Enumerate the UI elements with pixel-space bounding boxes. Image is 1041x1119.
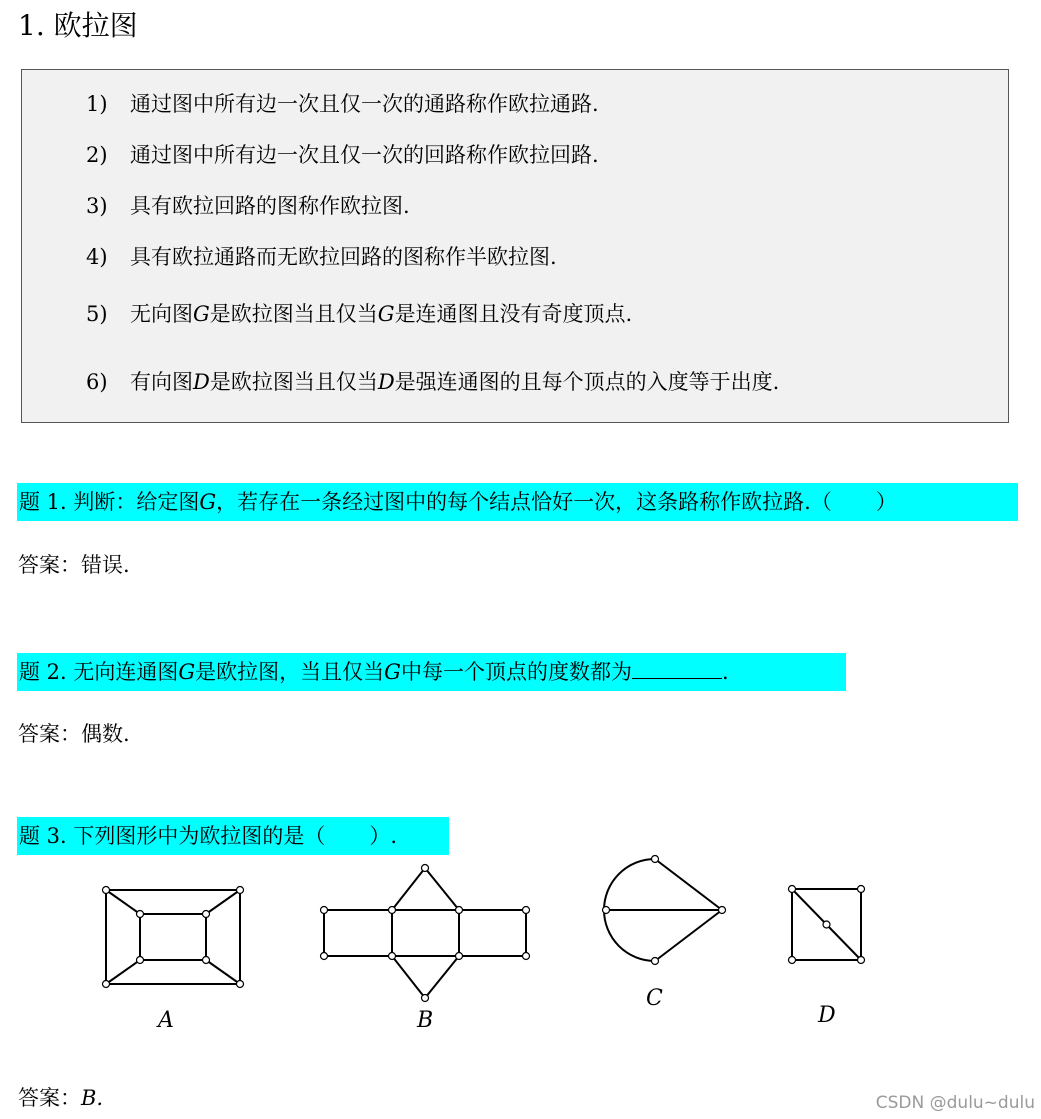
definition-number: 6): [86, 370, 108, 394]
graph-edge: [140, 914, 206, 960]
graph-vertex: [858, 886, 865, 893]
graph-edge: [206, 960, 240, 984]
figure-label-c: C: [646, 986, 663, 1011]
graph-vertex: [652, 958, 659, 965]
definition-number: 2): [86, 143, 108, 167]
definition-text: 通过图中所有边一次且仅一次的通路称作欧拉通路.: [130, 92, 599, 116]
graph-figure-a: [96, 880, 252, 996]
math-variable: D: [377, 370, 395, 394]
math-variable: G: [384, 660, 401, 684]
graph-vertex: [103, 981, 110, 988]
graph-vertex: [652, 856, 659, 863]
graph-vertex: [523, 953, 530, 960]
answer-3: [18, 1083, 103, 1113]
definition-text: 无向图: [130, 302, 193, 326]
definition-item: [86, 243, 557, 271]
math-variable: G: [178, 660, 196, 684]
definition-text: 有向图: [130, 370, 193, 394]
graph-vertex: [137, 911, 144, 918]
definition-text: 是强连通图的且每个顶点的入度等于出度.: [394, 370, 780, 394]
graph-vertex: [719, 907, 726, 914]
graph-vertex: [603, 907, 610, 914]
graph-figure-c: [596, 850, 732, 970]
graph-vertex: [422, 865, 429, 872]
definition-number: 5): [86, 302, 108, 326]
graph-vertex: [389, 907, 396, 914]
question-text: ）.: [369, 824, 398, 848]
definition-number: 4): [86, 245, 108, 269]
graph-edge: [106, 890, 140, 914]
graph-edge: [392, 956, 425, 998]
graph-vertex: [858, 957, 865, 964]
question-1: [17, 483, 1018, 521]
definition-item: [86, 368, 779, 396]
question-text: 题 3. 下列图形中为欧拉图的是（: [19, 824, 326, 848]
question-3: [17, 817, 449, 855]
question-text: ，若存在一条经过图中的每个结点恰好一次，这条路称作欧拉路.（: [216, 490, 832, 514]
definition-text: 是欧拉图当且仅当: [209, 370, 378, 394]
graph-vertex: [203, 911, 210, 918]
graph-edge: [206, 890, 240, 914]
graph-edge: [392, 868, 425, 910]
graph-vertex: [823, 921, 830, 928]
graph-edge: [425, 868, 459, 910]
definition-text: 是连通图且没有奇度顶点.: [394, 302, 633, 326]
graph-vertex: [321, 907, 328, 914]
definition-item: [86, 300, 632, 328]
graph-vertex: [137, 957, 144, 964]
definition-text: 通过图中所有边一次且仅一次的回路称作欧拉回路.: [130, 143, 599, 167]
graph-vertex: [456, 953, 463, 960]
graph-vertex: [456, 907, 463, 914]
question-text: 题 2. 无向连通图: [19, 660, 179, 684]
definition-item: [86, 141, 599, 169]
graph-vertex: [237, 887, 244, 894]
graph-vertex: [237, 981, 244, 988]
math-variable: G: [377, 302, 395, 326]
graph-edge: [106, 960, 140, 984]
graph-vertex: [789, 957, 796, 964]
graph-vertex: [203, 957, 210, 964]
graph-vertex: [389, 953, 396, 960]
graph-vertex: [103, 887, 110, 894]
question-2: [17, 653, 846, 691]
definition-text: 是欧拉图当且仅当: [209, 302, 378, 326]
definition-item: [86, 90, 599, 118]
answer-text: 错误.: [81, 553, 130, 577]
math-variable: G: [193, 302, 210, 326]
graph-vertex: [523, 907, 530, 914]
math-variable: G: [199, 490, 217, 514]
answer-1: [18, 550, 130, 580]
graph-vertex: [789, 886, 796, 893]
question-text: 题 1. 判断：给定图: [19, 490, 200, 514]
figure-label-b: B: [417, 1008, 434, 1033]
watermark: CSDN @dulu~dulu: [875, 1093, 1035, 1113]
answer-text: B.: [81, 1086, 104, 1110]
definition-number: 1): [86, 92, 108, 116]
answer-2: [18, 719, 130, 749]
fill-blank: [632, 658, 722, 679]
graph-edge: [655, 910, 722, 961]
question-text: 中每一个顶点的度数都为: [400, 660, 632, 684]
section-title: 1. 欧拉图: [18, 9, 138, 42]
answer-label: 答案：: [18, 722, 81, 746]
definition-text: 具有欧拉通路而无欧拉回路的图称作半欧拉图.: [130, 245, 557, 269]
graph-vertex: [321, 953, 328, 960]
answer-label: 答案：: [18, 1086, 81, 1110]
math-variable: D: [193, 370, 210, 394]
question-text: ）: [875, 490, 897, 514]
graph-figure-d: [782, 879, 872, 971]
graph-edge: [655, 859, 722, 910]
question-text: .: [721, 660, 729, 684]
question-text: 是欧拉图，当且仅当: [195, 660, 385, 684]
answer-label: 答案：: [18, 553, 81, 577]
graph-vertex: [422, 995, 429, 1002]
definition-text: 具有欧拉回路的图称作欧拉图.: [130, 194, 410, 218]
definition-item: [86, 192, 410, 220]
definition-number: 3): [86, 194, 108, 218]
answer-text: 偶数.: [81, 722, 130, 746]
definition-box: [21, 69, 1009, 423]
figure-label-d: D: [818, 1003, 836, 1028]
graph-edge: [425, 956, 459, 998]
graph-figure-b: [314, 860, 536, 1006]
figure-label-a: A: [158, 1008, 174, 1033]
